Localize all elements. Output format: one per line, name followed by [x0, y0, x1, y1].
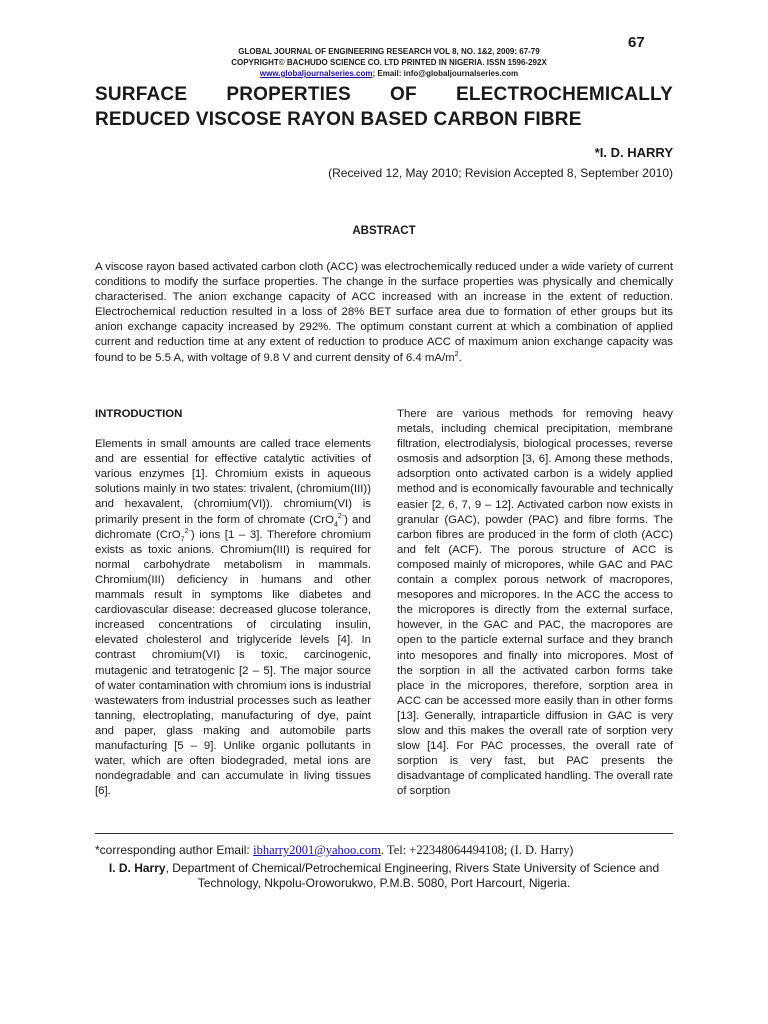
- abstract-heading: ABSTRACT: [352, 225, 416, 237]
- introduction-heading: INTRODUCTION: [95, 408, 183, 420]
- affiliation-author-name: I. D. Harry: [108, 861, 166, 875]
- abstract-body: A viscose rayon based activated carbon cloth (ACC) was electrochemically reduced under a wide variety of current conditions to modify the surface properties. The change in the surface properties was physically and chemically characterised. The anion exchange capacity of ACC increased with an increase in the extent of reduction. Electrochemical reduction resulted in a loss of 28% BET surface area due to formation of ether groups but its anion exchange capacity increased by 292%. The optimum constant current at which a combination of applied current and reduction time at any extent of reduction to produce ACC of maximum anion exchange capacity was found to be 5.5 A, with voltage of 9.8 V and current density of 6.4 mA/m: [95, 261, 673, 364]
- author-name: *I. D. HARRY: [594, 145, 673, 160]
- intro-text-c: ) ions [1 – 3]. Therefore chromium exists as toxic anions. Chromium(III) is required for normal carbohydrate metabolism in mammals. Chromium(III) deficiency in humans and other mammals result in symptoms like diabetes and cardiovascular disease: decreased glucose tolerance, increased concentrations of circulating insulin, elevated cholesterol and triglyceride levels [4]. In contrast chromium(VI) is toxic, carcinogenic, mutagenic and tetratogenic [2 – 5]. The major source of water contamination with chromium ions is industrial wastewaters from industrial processes such as leather tanning, electroplating, manufacturing of dye, paint and paper, glass making and automobile parts manufacturing [5 – 9]. Unlike organic pollutants in water, which are often biodegraded, metal ions are nondegradable and can accumulate in living tissues [6].: [95, 528, 372, 798]
- author-affiliation: [95, 861, 673, 891]
- dichromate-subscript: 7: [180, 535, 185, 543]
- received-dates: (Received 12, May 2010; Revision Accepted 8, September 2010): [328, 166, 673, 180]
- journal-citation: GLOBAL JOURNAL OF ENGINEERING RESEARCH VOL 8, NO. 1&2, 2009: 67-79: [238, 47, 540, 56]
- right-column: [397, 407, 673, 799]
- paper-title-line-2: REDUCED VISCOSE RAYON BASED CARBON FIBRE: [95, 109, 582, 130]
- corresponding-label: *corresponding author Email:: [95, 843, 254, 857]
- chromate-superscript: 2-: [337, 512, 345, 520]
- chromate-subscript: 4: [333, 520, 338, 528]
- author-email-link[interactable]: ibharry2001@yahoo.com: [253, 843, 381, 857]
- abstract-text: [95, 260, 673, 366]
- footnote-close-paren: ): [569, 843, 574, 857]
- paper-title: [95, 82, 673, 132]
- paper-title-line-1: SURFACE PROPERTIES OF ELECTROCHEMICALLY: [95, 84, 673, 105]
- corresponding-author-note: [95, 843, 673, 858]
- abstract-end: .: [458, 351, 462, 364]
- intro-text-a: Elements in small amounts are called trace elements and are essential for effective catalytic activities of various enzymes [1]. Chromium exists in aqueous solutions mainly in two states: trivalent, (chromium(III)) and hexavalent, (chromium(VI)). chromium(VI) is primarily present in the form of chromate (CrO: [95, 438, 371, 526]
- footnote-divider: [95, 833, 673, 834]
- journal-copyright: COPYRIGHT© BACHUDO SCIENCE CO. LTD PRINTED IN NIGERIA. ISSN 1596-292X: [231, 58, 547, 67]
- journal-email: ; Email: info@globaljournalseries.com: [372, 69, 519, 78]
- page-number: 67: [628, 34, 645, 51]
- affiliation-text: , Department of Chemical/Petrochemical Engineering, Rivers State University of Science and Technology, Nkpolu-Oroworukwo, P.M.B. 5080, Port Harcourt, Nigeria.: [165, 861, 660, 890]
- left-column: [95, 407, 371, 799]
- dichromate-superscript: 2-: [184, 527, 191, 535]
- introduction-paragraph-2: There are various methods for removing heavy metals, including chemical precipitation, membrane filtration, electrodialysis, biological processes, reverse osmosis and adsorption [3, 6]. Among these methods, adsorption onto activated carbon is a widely applied method and is economically favourable and technically easier [2, 6, 7, 9 – 12]. Activated carbon now exists in granular (GAC), powder (PAC) and fibre forms. The carbon fibres are produced in the form of cloth (ACC) and felt (ACF). The porous structure of ACC is composed mainly of micropores, while GAC and PAC contain a complex porous network of macropores, mesopores and micropores. In the ACC the access to the micropores is directly from the external surface, however, in the GAC and PAC, the macropores are open to the particle external surface and they branch into mesopores and finally into micropores. Most of the sorption in all the activated carbon forms take place in the micropores, therefore, sorption area in ACC can be accessed more easily than in other forms [13]. Generally, intraparticle diffusion in GAC is very slow and this makes the overall rate of sorption very slow [14]. For PAC processes, the overall rate of sorption is very fast, but PAC presents the disadvantage of complicated handling. The overall rate of sorption: [397, 408, 673, 798]
- abstract-superscript: 2: [454, 350, 459, 358]
- journal-contact: [130, 68, 648, 79]
- introduction-paragraph-1: [95, 437, 371, 799]
- author-telephone: . Tel: +22348064494108; (I. D. Harry: [380, 843, 570, 857]
- journal-website-link[interactable]: www.globaljournalseries.com: [259, 69, 373, 78]
- journal-header: [130, 46, 648, 79]
- intro-text-b: ) and dichromate (CrO: [95, 513, 372, 541]
